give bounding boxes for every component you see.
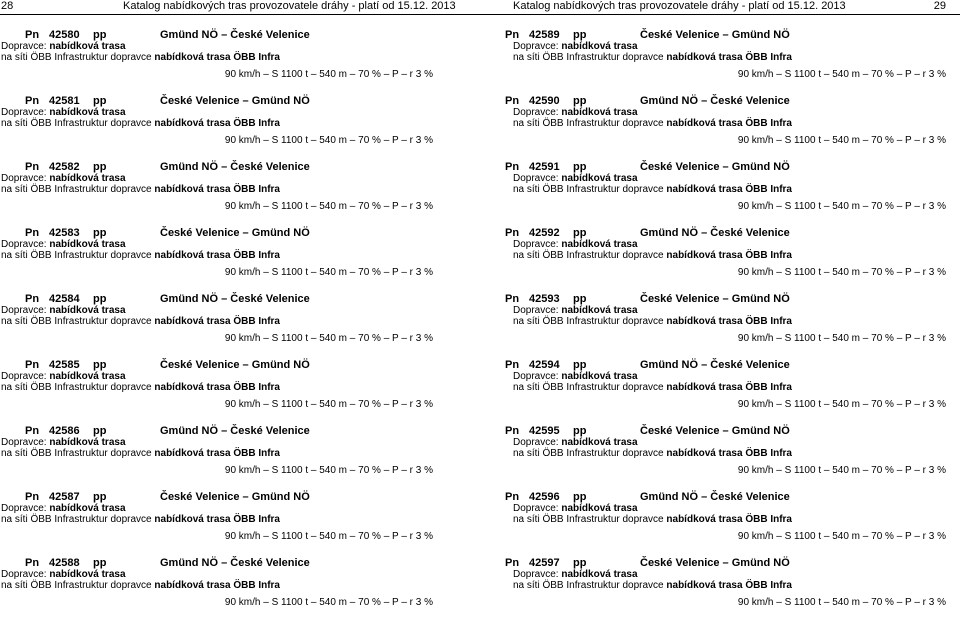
network-line	[1, 118, 280, 129]
network-prefix: na síti ÖBB Infrastruktur dopravce	[1, 580, 152, 591]
train-kind: pp	[573, 29, 587, 41]
carrier-prefix: Dopravce:	[1, 41, 47, 52]
train-entry	[480, 227, 960, 293]
carrier-line	[513, 305, 638, 316]
train-kind: pp	[93, 425, 107, 437]
train-label: Pn	[505, 359, 520, 371]
carrier-line	[513, 437, 638, 448]
carrier-value: nabídková trasa	[49, 503, 126, 514]
train-number: 42584	[49, 293, 80, 305]
train-label: Pn	[25, 359, 40, 371]
network-prefix: na síti ÖBB Infrastruktur dopravce	[513, 118, 664, 129]
train-route: Gmünd NÖ – České Velenice	[160, 425, 310, 437]
train-label: Pn	[25, 161, 40, 173]
network-value: nabídková trasa ÖBB Infra	[154, 514, 280, 525]
network-line	[1, 580, 280, 591]
train-label: Pn	[25, 557, 40, 569]
train-number: 42590	[529, 95, 560, 107]
network-value: nabídková trasa ÖBB Infra	[154, 184, 280, 195]
network-prefix: na síti ÖBB Infrastruktur dopravce	[1, 448, 152, 459]
network-line	[513, 580, 792, 591]
carrier-prefix: Dopravce:	[1, 239, 47, 250]
right-page	[480, 0, 960, 608]
train-number: 42597	[529, 557, 560, 569]
carrier-line	[1, 107, 126, 118]
train-number: 42587	[49, 491, 80, 503]
train-parameters: 90 km/h – S 1100 t – 540 m – 70 % – P – r 3 %	[224, 69, 433, 80]
carrier-line	[513, 371, 638, 382]
network-line	[513, 382, 792, 393]
carrier-value: nabídková trasa	[49, 173, 126, 184]
train-parameters: 90 km/h – S 1100 t – 540 m – 70 % – P – r 3 %	[224, 399, 433, 410]
train-route: České Velenice – Gmünd NÖ	[640, 29, 790, 41]
train-label: Pn	[25, 491, 40, 503]
network-line	[1, 184, 280, 195]
train-route: Gmünd NÖ – České Velenice	[640, 95, 790, 107]
carrier-value: nabídková trasa	[561, 239, 638, 250]
train-parameters: 90 km/h – S 1100 t – 540 m – 70 % – P – r 3 %	[224, 267, 433, 278]
network-prefix: na síti ÖBB Infrastruktur dopravce	[513, 184, 664, 195]
train-parameters: 90 km/h – S 1100 t – 540 m – 70 % – P – r 3 %	[737, 465, 946, 476]
left-page	[0, 0, 480, 608]
carrier-value: nabídková trasa	[49, 371, 126, 382]
train-entry	[0, 95, 480, 161]
train-kind: pp	[573, 227, 587, 239]
carrier-value: nabídková trasa	[49, 107, 126, 118]
network-prefix: na síti ÖBB Infrastruktur dopravce	[513, 448, 664, 459]
network-value: nabídková trasa ÖBB Infra	[154, 316, 280, 327]
train-route: Gmünd NÖ – České Velenice	[160, 293, 310, 305]
train-label: Pn	[505, 161, 520, 173]
train-kind: pp	[573, 359, 587, 371]
carrier-prefix: Dopravce:	[1, 305, 47, 316]
train-route: České Velenice – Gmünd NÖ	[160, 227, 310, 239]
carrier-line	[513, 503, 638, 514]
carrier-prefix: Dopravce:	[1, 437, 47, 448]
train-label: Pn	[505, 491, 520, 503]
carrier-prefix: Dopravce:	[1, 503, 47, 514]
train-number: 42586	[49, 425, 80, 437]
network-value: nabídková trasa ÖBB Infra	[666, 580, 792, 591]
train-route: Gmünd NÖ – České Velenice	[160, 29, 310, 41]
train-parameters: 90 km/h – S 1100 t – 540 m – 70 % – P – r 3 %	[224, 465, 433, 476]
train-parameters: 90 km/h – S 1100 t – 540 m – 70 % – P – r 3 %	[737, 333, 946, 344]
train-number: 42583	[49, 227, 80, 239]
network-prefix: na síti ÖBB Infrastruktur dopravce	[513, 382, 664, 393]
train-entry	[0, 293, 480, 359]
network-value: nabídková trasa ÖBB Infra	[154, 118, 280, 129]
train-kind: pp	[93, 95, 107, 107]
carrier-prefix: Dopravce:	[1, 107, 47, 118]
train-entry	[480, 425, 960, 491]
train-entry	[0, 425, 480, 491]
train-kind: pp	[93, 293, 107, 305]
train-entry	[480, 557, 960, 623]
carrier-value: nabídková trasa	[561, 503, 638, 514]
carrier-value: nabídková trasa	[561, 107, 638, 118]
train-parameters: 90 km/h – S 1100 t – 540 m – 70 % – P – r 3 %	[224, 333, 433, 344]
train-route: Gmünd NÖ – České Velenice	[160, 161, 310, 173]
train-parameters: 90 km/h – S 1100 t – 540 m – 70 % – P – r 3 %	[737, 267, 946, 278]
train-kind: pp	[573, 425, 587, 437]
carrier-prefix: Dopravce:	[1, 173, 47, 184]
carrier-line	[1, 239, 126, 250]
network-value: nabídková trasa ÖBB Infra	[154, 250, 280, 261]
train-route: České Velenice – Gmünd NÖ	[640, 557, 790, 569]
network-value: nabídková trasa ÖBB Infra	[666, 52, 792, 63]
train-label: Pn	[25, 293, 40, 305]
carrier-value: nabídková trasa	[561, 569, 638, 580]
train-kind: pp	[573, 491, 587, 503]
train-route: Gmünd NÖ – České Velenice	[640, 359, 790, 371]
carrier-prefix: Dopravce:	[513, 107, 559, 118]
train-parameters: 90 km/h – S 1100 t – 540 m – 70 % – P – r 3 %	[737, 597, 946, 608]
carrier-line	[1, 503, 126, 514]
network-line	[513, 316, 792, 327]
carrier-prefix: Dopravce:	[513, 437, 559, 448]
train-route: České Velenice – Gmünd NÖ	[640, 161, 790, 173]
train-number: 42588	[49, 557, 80, 569]
network-prefix: na síti ÖBB Infrastruktur dopravce	[1, 250, 152, 261]
carrier-value: nabídková trasa	[561, 371, 638, 382]
train-route: Gmünd NÖ – České Velenice	[640, 227, 790, 239]
network-line	[513, 448, 792, 459]
train-entry	[480, 29, 960, 95]
carrier-value: nabídková trasa	[561, 305, 638, 316]
network-prefix: na síti ÖBB Infrastruktur dopravce	[1, 52, 152, 63]
train-entry	[480, 491, 960, 557]
network-line	[513, 184, 792, 195]
network-prefix: na síti ÖBB Infrastruktur dopravce	[1, 184, 152, 195]
train-entry	[0, 227, 480, 293]
carrier-prefix: Dopravce:	[513, 173, 559, 184]
carrier-prefix: Dopravce:	[1, 569, 47, 580]
carrier-prefix: Dopravce:	[513, 569, 559, 580]
carrier-value: nabídková trasa	[561, 437, 638, 448]
page-number: 28	[1, 0, 14, 12]
page-header	[480, 0, 960, 15]
carrier-value: nabídková trasa	[561, 41, 638, 52]
network-value: nabídková trasa ÖBB Infra	[154, 448, 280, 459]
train-kind: pp	[93, 557, 107, 569]
train-number: 42585	[49, 359, 80, 371]
train-label: Pn	[505, 425, 520, 437]
network-line	[513, 118, 792, 129]
train-label: Pn	[505, 557, 520, 569]
carrier-line	[513, 569, 638, 580]
network-value: nabídková trasa ÖBB Infra	[666, 316, 792, 327]
train-kind: pp	[93, 227, 107, 239]
train-parameters: 90 km/h – S 1100 t – 540 m – 70 % – P – r 3 %	[224, 135, 433, 146]
network-prefix: na síti ÖBB Infrastruktur dopravce	[513, 316, 664, 327]
page-number: 29	[933, 0, 946, 12]
train-route: České Velenice – Gmünd NÖ	[640, 425, 790, 437]
carrier-prefix: Dopravce:	[1, 371, 47, 382]
train-entry	[0, 557, 480, 623]
network-prefix: na síti ÖBB Infrastruktur dopravce	[1, 382, 152, 393]
carrier-value: nabídková trasa	[49, 305, 126, 316]
network-line	[1, 52, 280, 63]
train-number: 42595	[529, 425, 560, 437]
network-value: nabídková trasa ÖBB Infra	[666, 448, 792, 459]
train-kind: pp	[93, 359, 107, 371]
carrier-line	[1, 371, 126, 382]
carrier-line	[513, 173, 638, 184]
train-label: Pn	[25, 425, 40, 437]
network-line	[1, 250, 280, 261]
carrier-prefix: Dopravce:	[513, 371, 559, 382]
train-kind: pp	[573, 95, 587, 107]
train-number: 42594	[529, 359, 560, 371]
catalog-title: Katalog nabídkových tras provozovatele dráhy - platí od 15.12. 2013	[513, 0, 846, 12]
train-number: 42581	[49, 95, 80, 107]
train-parameters: 90 km/h – S 1100 t – 540 m – 70 % – P – r 3 %	[224, 531, 433, 542]
train-entry	[480, 95, 960, 161]
carrier-prefix: Dopravce:	[513, 503, 559, 514]
train-kind: pp	[93, 29, 107, 41]
train-entry	[0, 29, 480, 95]
train-route: Gmünd NÖ – České Velenice	[160, 557, 310, 569]
network-prefix: na síti ÖBB Infrastruktur dopravce	[513, 250, 664, 261]
train-route: České Velenice – Gmünd NÖ	[160, 491, 310, 503]
train-label: Pn	[505, 95, 520, 107]
carrier-prefix: Dopravce:	[513, 41, 559, 52]
train-parameters: 90 km/h – S 1100 t – 540 m – 70 % – P – r 3 %	[224, 201, 433, 212]
network-line	[513, 250, 792, 261]
train-label: Pn	[505, 227, 520, 239]
train-parameters: 90 km/h – S 1100 t – 540 m – 70 % – P – r 3 %	[224, 597, 433, 608]
train-number: 42591	[529, 161, 560, 173]
network-value: nabídková trasa ÖBB Infra	[666, 250, 792, 261]
carrier-line	[1, 41, 126, 52]
train-number: 42580	[49, 29, 80, 41]
network-prefix: na síti ÖBB Infrastruktur dopravce	[513, 514, 664, 525]
carrier-line	[1, 173, 126, 184]
train-number: 42593	[529, 293, 560, 305]
network-value: nabídková trasa ÖBB Infra	[154, 580, 280, 591]
train-label: Pn	[25, 95, 40, 107]
network-line	[513, 514, 792, 525]
carrier-line	[513, 107, 638, 118]
carrier-prefix: Dopravce:	[513, 305, 559, 316]
carrier-line	[513, 239, 638, 250]
network-value: nabídková trasa ÖBB Infra	[154, 52, 280, 63]
train-route: České Velenice – Gmünd NÖ	[640, 293, 790, 305]
train-number: 42596	[529, 491, 560, 503]
network-line	[1, 448, 280, 459]
train-parameters: 90 km/h – S 1100 t – 540 m – 70 % – P – r 3 %	[737, 69, 946, 80]
carrier-value: nabídková trasa	[49, 41, 126, 52]
carrier-value: nabídková trasa	[49, 239, 126, 250]
train-kind: pp	[573, 293, 587, 305]
carrier-line	[1, 437, 126, 448]
network-line	[1, 316, 280, 327]
train-label: Pn	[25, 227, 40, 239]
carrier-prefix: Dopravce:	[513, 239, 559, 250]
carrier-value: nabídková trasa	[49, 437, 126, 448]
train-kind: pp	[573, 161, 587, 173]
train-route: České Velenice – Gmünd NÖ	[160, 95, 310, 107]
train-parameters: 90 km/h – S 1100 t – 540 m – 70 % – P – r 3 %	[737, 201, 946, 212]
network-line	[513, 52, 792, 63]
network-prefix: na síti ÖBB Infrastruktur dopravce	[1, 316, 152, 327]
catalog-title: Katalog nabídkových tras provozovatele dráhy - platí od 15.12. 2013	[123, 0, 456, 12]
network-prefix: na síti ÖBB Infrastruktur dopravce	[513, 580, 664, 591]
carrier-line	[1, 305, 126, 316]
train-number: 42589	[529, 29, 560, 41]
network-prefix: na síti ÖBB Infrastruktur dopravce	[1, 514, 152, 525]
network-value: nabídková trasa ÖBB Infra	[666, 184, 792, 195]
train-label: Pn	[505, 293, 520, 305]
train-kind: pp	[93, 491, 107, 503]
carrier-value: nabídková trasa	[561, 173, 638, 184]
network-line	[1, 514, 280, 525]
carrier-value: nabídková trasa	[49, 569, 126, 580]
carrier-line	[513, 41, 638, 52]
train-entry	[0, 491, 480, 557]
carrier-line	[1, 569, 126, 580]
train-route: Gmünd NÖ – České Velenice	[640, 491, 790, 503]
network-prefix: na síti ÖBB Infrastruktur dopravce	[1, 118, 152, 129]
train-kind: pp	[573, 557, 587, 569]
train-parameters: 90 km/h – S 1100 t – 540 m – 70 % – P – r 3 %	[737, 531, 946, 542]
train-parameters: 90 km/h – S 1100 t – 540 m – 70 % – P – r 3 %	[737, 135, 946, 146]
network-line	[1, 382, 280, 393]
network-value: nabídková trasa ÖBB Infra	[666, 118, 792, 129]
train-number: 42582	[49, 161, 80, 173]
train-entry	[480, 293, 960, 359]
network-value: nabídková trasa ÖBB Infra	[666, 382, 792, 393]
train-entry	[480, 359, 960, 425]
train-kind: pp	[93, 161, 107, 173]
train-parameters: 90 km/h – S 1100 t – 540 m – 70 % – P – r 3 %	[737, 399, 946, 410]
train-route: České Velenice – Gmünd NÖ	[160, 359, 310, 371]
network-value: nabídková trasa ÖBB Infra	[666, 514, 792, 525]
train-label: Pn	[25, 29, 40, 41]
train-entry	[0, 161, 480, 227]
train-label: Pn	[505, 29, 520, 41]
train-number: 42592	[529, 227, 560, 239]
train-entry	[0, 359, 480, 425]
page-header	[0, 0, 480, 15]
network-value: nabídková trasa ÖBB Infra	[154, 382, 280, 393]
train-entry	[480, 161, 960, 227]
network-prefix: na síti ÖBB Infrastruktur dopravce	[513, 52, 664, 63]
